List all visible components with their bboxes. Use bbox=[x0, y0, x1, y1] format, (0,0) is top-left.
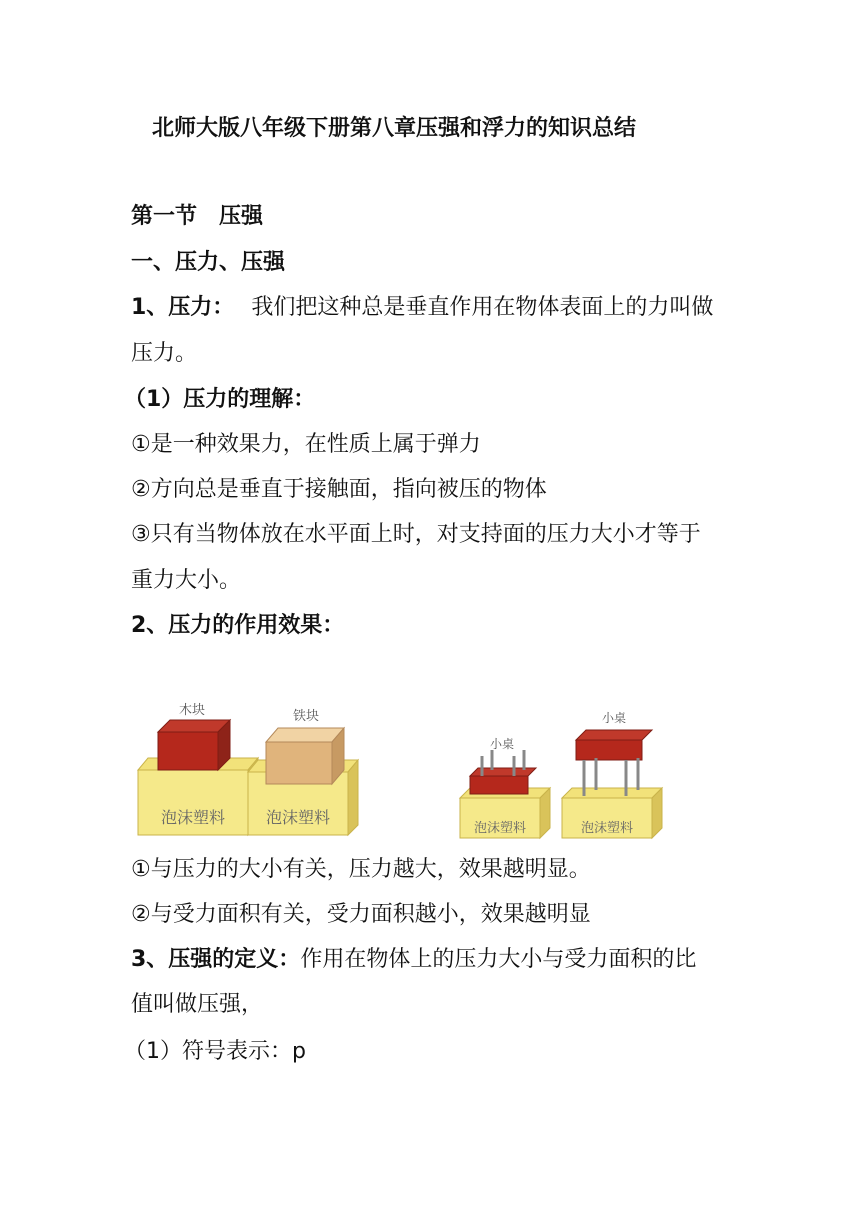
understanding-item-2: ②方向总是垂直于接触面，指向被压的物体 bbox=[131, 477, 547, 502]
table-label-1: 小桌 bbox=[489, 737, 515, 751]
foam-label-4: 泡沫塑料 bbox=[580, 821, 634, 836]
pressure-intensity-text-cont: 值叫做压强， bbox=[131, 992, 264, 1017]
inverted-table bbox=[470, 750, 536, 794]
effect-item-1: ①与压力的大小有关，压力越大，效果越明显。 bbox=[131, 857, 591, 882]
paragraph-pressure-definition bbox=[131, 294, 713, 322]
wood-label: 木块 bbox=[178, 703, 206, 718]
document-title: 北师大版八年级下册第八章压强和浮力的知识总结 bbox=[152, 116, 637, 141]
understanding-item-3: ③只有当物体放在水平面上时，对支持面的压力大小才等于 bbox=[131, 522, 701, 547]
pressure-intensity-label: 3、压强的定义： bbox=[131, 947, 301, 972]
pressure-label: 1、压力： bbox=[131, 295, 235, 320]
iron-label: 铁块 bbox=[292, 709, 320, 724]
wood-block bbox=[158, 720, 230, 770]
pressure-experiment-figure bbox=[130, 700, 690, 850]
understanding-item-3-cont: 重力大小。 bbox=[131, 568, 242, 593]
iron-block bbox=[266, 728, 344, 784]
symbol-line: （1）符号表示：p bbox=[124, 1039, 306, 1064]
pressure-text: 我们把这种总是垂直作用在物体表面上的力叫做 bbox=[251, 295, 714, 320]
table-label-2: 小桌 bbox=[601, 711, 627, 725]
foam-label-3: 泡沫塑料 bbox=[473, 821, 527, 836]
understanding-item-1: ①是一种效果力，在性质上属于弹力 bbox=[131, 432, 481, 457]
effect-item-2: ②与受力面积有关，受力面积越小，效果越明显 bbox=[131, 902, 591, 927]
pressure-text-cont: 压力。 bbox=[131, 341, 198, 366]
foam-label-2: 泡沫塑料 bbox=[265, 808, 331, 827]
effect-heading: 2、压力的作用效果： bbox=[131, 613, 345, 638]
foam-label-1: 泡沫塑料 bbox=[160, 808, 226, 827]
understanding-heading: （1）压力的理解： bbox=[124, 387, 316, 412]
paragraph-pressure-intensity bbox=[131, 946, 696, 974]
subsection-heading: 一、压力、压强 bbox=[131, 250, 286, 275]
section-heading: 第一节 压强 bbox=[131, 204, 264, 229]
pressure-intensity-text: 作用在物体上的压力大小与受力面积的比 bbox=[300, 947, 697, 972]
upright-table bbox=[576, 730, 652, 796]
